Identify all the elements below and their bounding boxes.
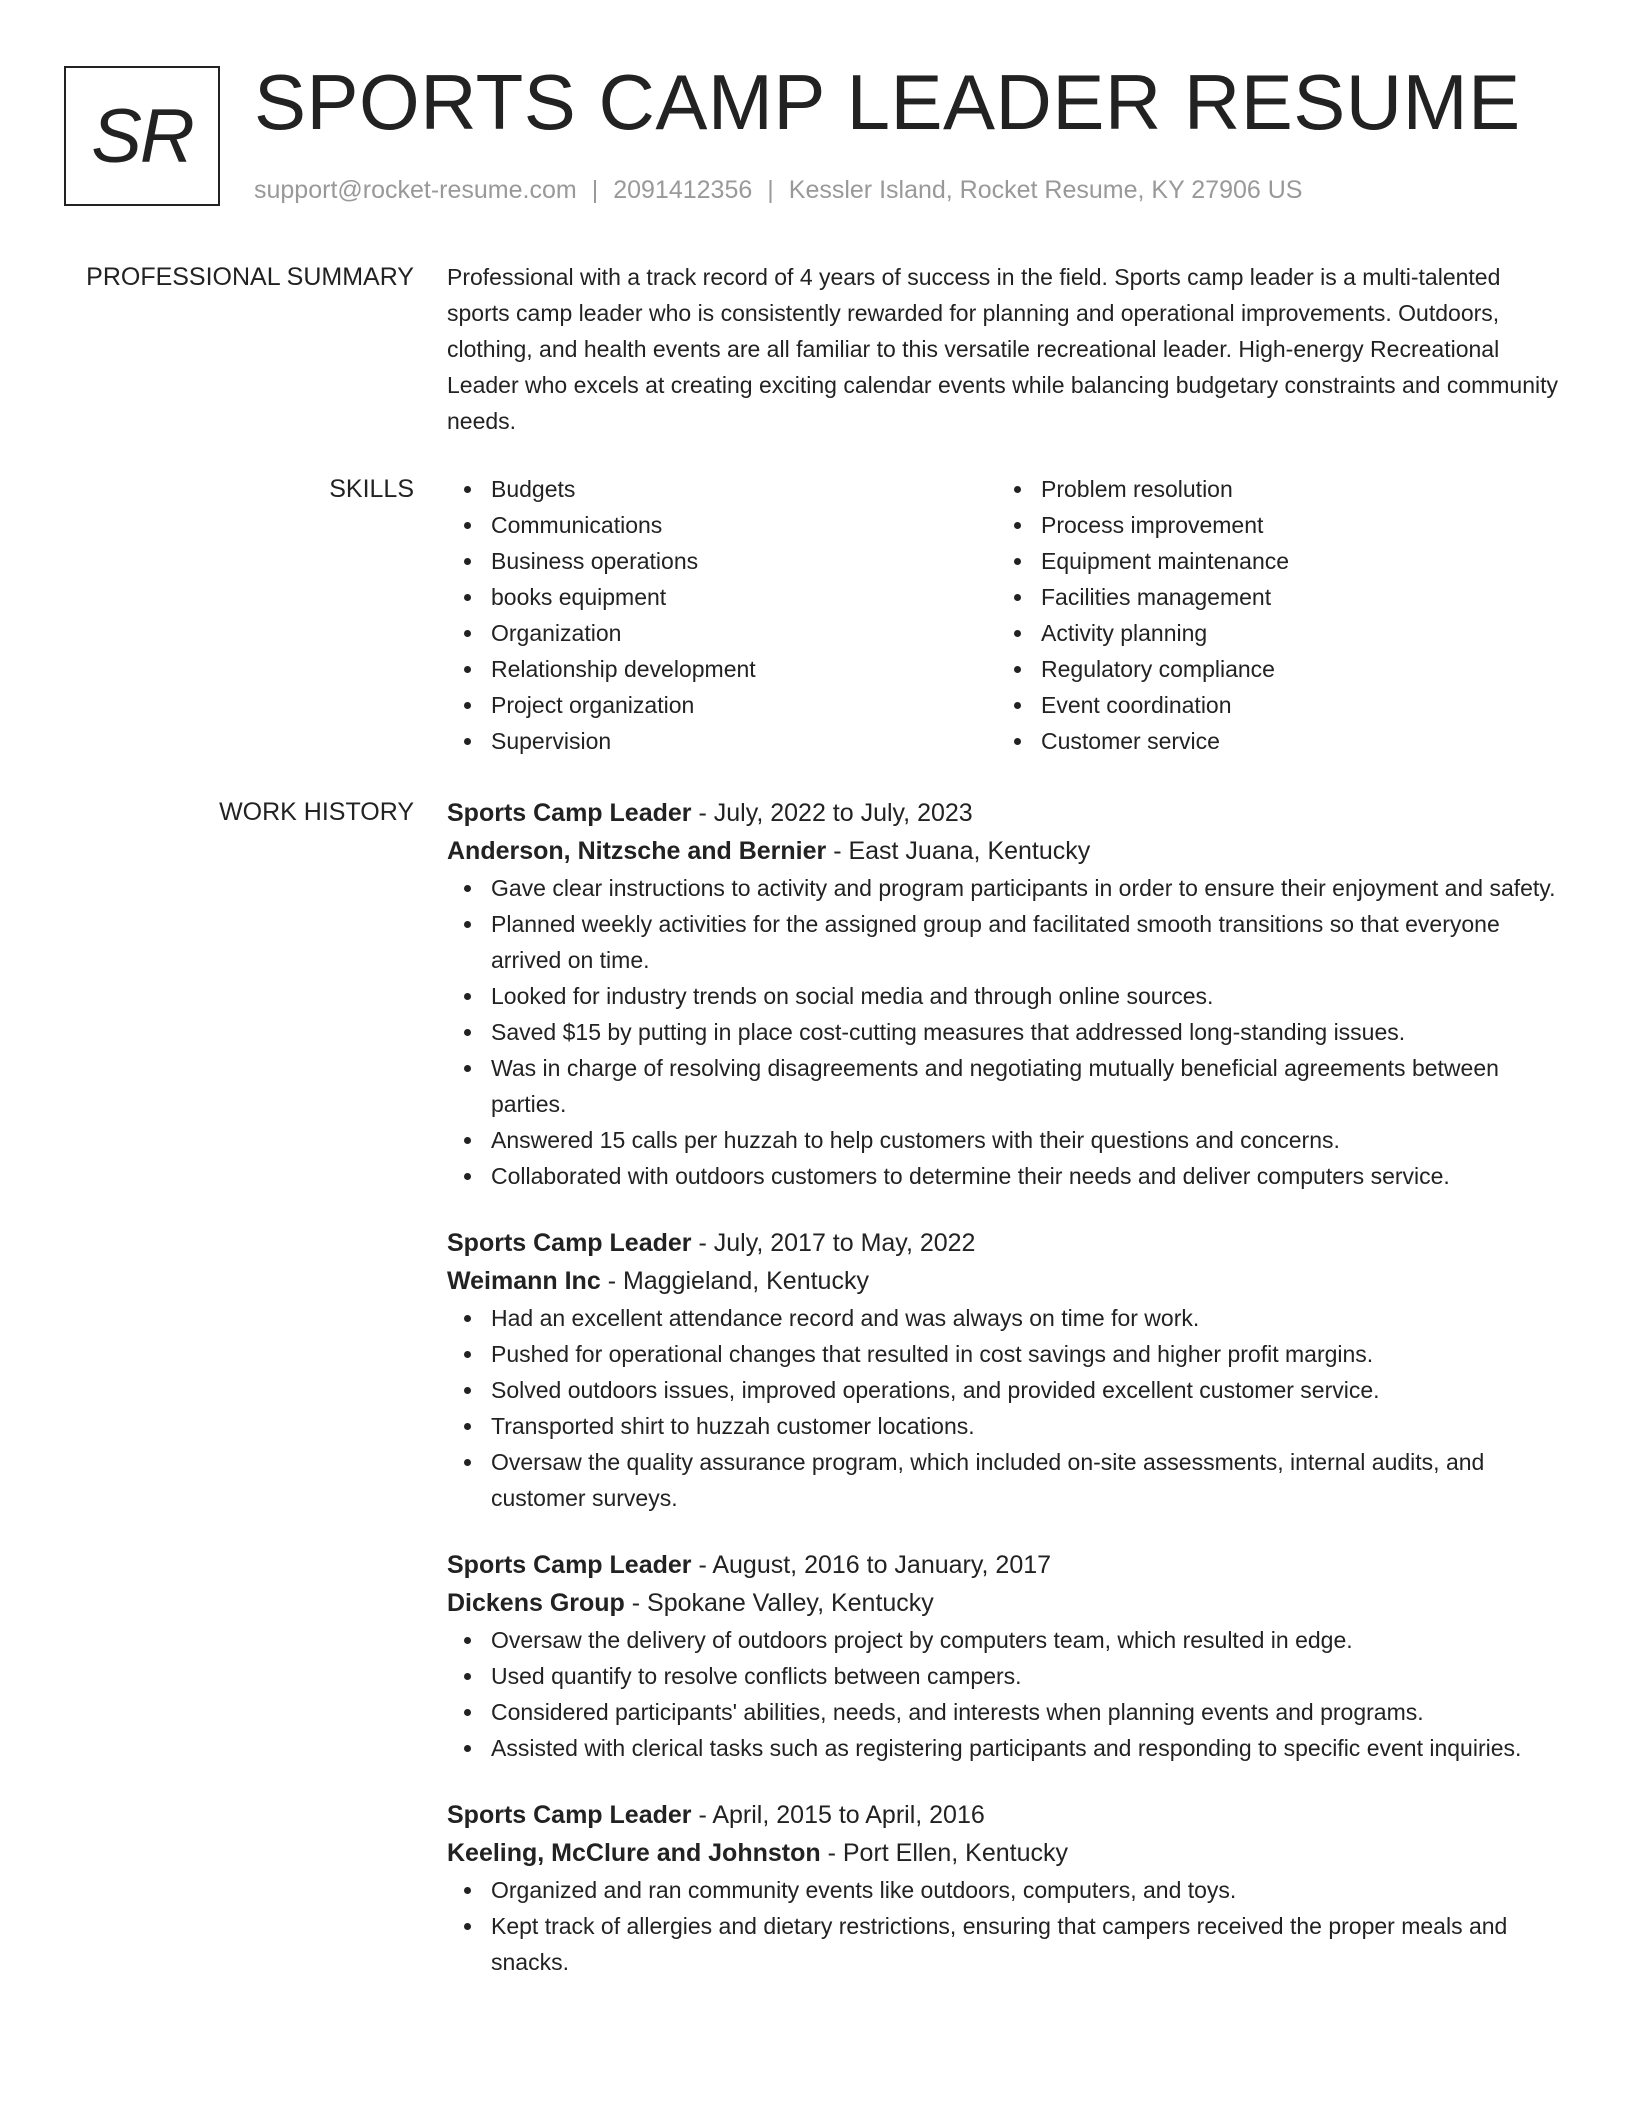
- job-title: Sports Camp Leader: [447, 799, 692, 827]
- skill-item: books equipment: [447, 579, 997, 615]
- job-location: - Port Ellen, Kentucky: [820, 1839, 1068, 1867]
- job-location: - East Juana, Kentucky: [826, 837, 1091, 865]
- job-entry: [447, 794, 1565, 1194]
- contact-separator: |: [767, 176, 774, 204]
- job-bullets: [447, 1622, 1565, 1766]
- job-title: Sports Camp Leader: [447, 1229, 692, 1257]
- job-dates: - July, 2022 to July, 2023: [691, 799, 973, 827]
- job-title-line: [447, 1546, 1565, 1584]
- work-heading: WORK HISTORY: [219, 798, 414, 826]
- skill-item: Regulatory compliance: [997, 651, 1547, 687]
- job-bullets: [447, 1300, 1565, 1516]
- job-title: Sports Camp Leader: [447, 1551, 692, 1579]
- job-entry: [447, 1546, 1565, 1766]
- job-bullet: Solved outdoors issues, improved operations, and provided excellent customer service.: [447, 1372, 1565, 1408]
- skills-heading: SKILLS: [329, 475, 414, 503]
- skill-item: Problem resolution: [997, 471, 1547, 507]
- job-bullets: [447, 1872, 1565, 1980]
- skill-item: Equipment maintenance: [997, 543, 1547, 579]
- job-bullet: Gave clear instructions to activity and program participants in order to ensure their enjoyment and safety.: [447, 870, 1565, 906]
- job-company: Keeling, McClure and Johnston: [447, 1839, 821, 1867]
- skill-item: Supervision: [447, 723, 997, 759]
- job-bullet: Kept track of allergies and dietary restrictions, ensuring that campers received the proper meals and snacks.: [447, 1908, 1565, 1980]
- job-bullet: Organized and ran community events like outdoors, computers, and toys.: [447, 1872, 1565, 1908]
- job-title-line: [447, 1224, 1565, 1262]
- skill-item: Budgets: [447, 471, 997, 507]
- skill-item: Activity planning: [997, 615, 1547, 651]
- job-bullet: Oversaw the quality assurance program, which included on-site assessments, internal audits, and customer surveys.: [447, 1444, 1565, 1516]
- skill-item: Business operations: [447, 543, 997, 579]
- skill-item: Process improvement: [997, 507, 1547, 543]
- job-bullet: Used quantify to resolve conflicts between campers.: [447, 1658, 1565, 1694]
- skill-item: Facilities management: [997, 579, 1547, 615]
- job-company: Anderson, Nitzsche and Bernier: [447, 837, 827, 865]
- skill-item: Project organization: [447, 687, 997, 723]
- skills-body: [447, 471, 1565, 759]
- contact-address: Kessler Island, Rocket Resume, KY 27906 US: [788, 176, 1303, 204]
- skill-item: Customer service: [997, 723, 1547, 759]
- job-bullet: Oversaw the delivery of outdoors project by computers team, which resulted in edge.: [447, 1622, 1565, 1658]
- skill-item: Relationship development: [447, 651, 997, 687]
- job-dates: - April, 2015 to April, 2016: [691, 1801, 985, 1829]
- job-company: Weimann Inc: [447, 1267, 601, 1295]
- skills-list-left: [447, 471, 997, 759]
- contact-separator: |: [591, 176, 599, 204]
- job-dates: - July, 2017 to May, 2022: [691, 1229, 976, 1257]
- resume-title: SPORTS CAMP LEADER RESUME: [254, 58, 1521, 146]
- job-bullet: Had an excellent attendance record and was always on time for work.: [447, 1300, 1565, 1336]
- job-company-line: [447, 832, 1565, 870]
- job-location: - Maggieland, Kentucky: [600, 1267, 869, 1295]
- job-company-line: [447, 1834, 1565, 1872]
- job-location: - Spokane Valley, Kentucky: [624, 1589, 934, 1617]
- summary-heading: PROFESSIONAL SUMMARY: [86, 263, 414, 291]
- skill-item: Event coordination: [997, 687, 1547, 723]
- job-title-line: [447, 1796, 1565, 1834]
- job-entry: [447, 1796, 1565, 1980]
- skills-list-right: [997, 471, 1547, 759]
- job-company-line: [447, 1262, 1565, 1300]
- job-bullet: Planned weekly activities for the assigned group and facilitated smooth transitions so that everyone arrived on time.: [447, 906, 1565, 978]
- summary-body: [447, 259, 1565, 439]
- job-bullet: Was in charge of resolving disagreements and negotiating mutually beneficial agreements between parties.: [447, 1050, 1565, 1122]
- contact-line: [254, 174, 1302, 206]
- job-entry: [447, 1224, 1565, 1516]
- job-title: Sports Camp Leader: [447, 1801, 692, 1829]
- job-bullet: Answered 15 calls per huzzah to help customers with their questions and concerns.: [447, 1122, 1565, 1158]
- job-bullet: Assisted with clerical tasks such as registering participants and responding to specific event inquiries.: [447, 1730, 1565, 1766]
- contact-email: support@rocket-resume.com: [254, 176, 577, 204]
- initials-monogram: SR: [64, 66, 220, 206]
- summary-text: Professional with a track record of 4 years of success in the field. Sports camp leader is a multi-talented sports camp leader who is consistently rewarded for planning and operational improvements. Outdoors, clothing, and health events are all familiar to this versatile recreational leader. High-energy Recreational Leader who excels at creating exciting calendar events while balancing budgetary constraints and community needs.: [447, 264, 1559, 434]
- job-company-line: [447, 1584, 1565, 1622]
- job-bullet: Pushed for operational changes that resulted in cost savings and higher profit margins.: [447, 1336, 1565, 1372]
- work-body: [447, 794, 1565, 2010]
- contact-phone: 2091412356: [613, 176, 753, 204]
- job-dates: - August, 2016 to January, 2017: [691, 1551, 1052, 1579]
- job-bullet: Saved $15 by putting in place cost-cutting measures that addressed long-standing issues.: [447, 1014, 1565, 1050]
- skill-item: Organization: [447, 615, 997, 651]
- job-bullet: Looked for industry trends on social media and through online sources.: [447, 978, 1565, 1014]
- skill-item: Communications: [447, 507, 997, 543]
- job-company: Dickens Group: [447, 1589, 625, 1617]
- job-title-line: [447, 794, 1565, 832]
- job-bullets: [447, 870, 1565, 1194]
- job-bullet: Collaborated with outdoors customers to determine their needs and deliver computers service.: [447, 1158, 1565, 1194]
- job-bullet: Considered participants' abilities, needs, and interests when planning events and programs.: [447, 1694, 1565, 1730]
- job-bullet: Transported shirt to huzzah customer locations.: [447, 1408, 1565, 1444]
